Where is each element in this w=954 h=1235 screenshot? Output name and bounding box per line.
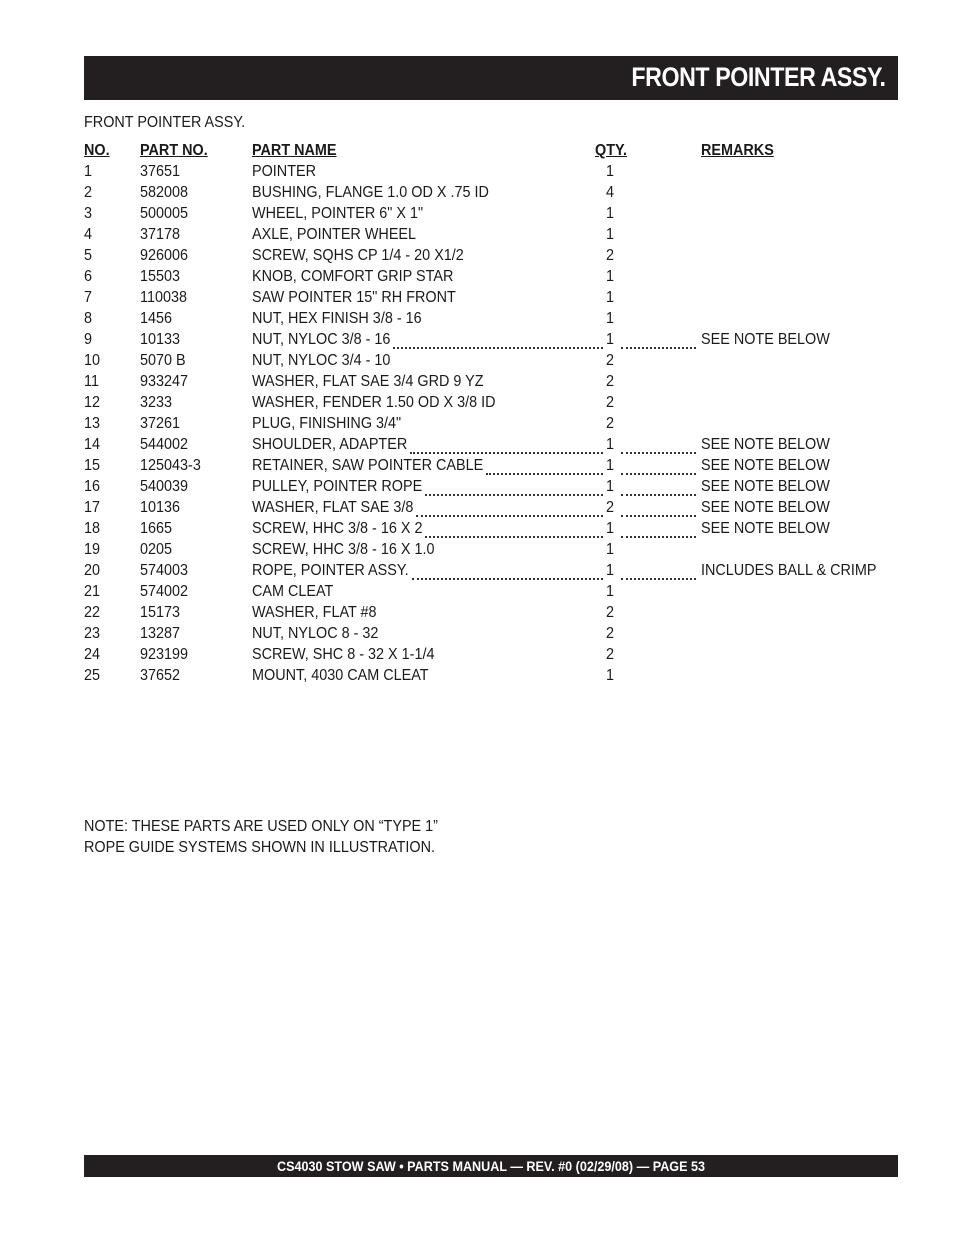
column-header-part-no: PART NO.	[140, 142, 208, 159]
item-number: 6	[84, 268, 93, 285]
table-row	[84, 644, 904, 665]
leader-dots	[486, 457, 603, 475]
part-number: 0205	[140, 541, 173, 558]
item-number: 12	[84, 394, 101, 411]
leader-dots	[621, 436, 696, 454]
quantity: 2	[606, 646, 615, 663]
remarks: SEE NOTE BELOW	[701, 436, 830, 453]
part-name: WASHER, FLAT #8	[252, 604, 377, 621]
part-name: BUSHING, FLANGE 1.0 OD X .75 ID	[252, 184, 489, 201]
leader-dots	[621, 520, 696, 538]
item-number: 21	[84, 583, 101, 600]
table-row	[84, 476, 904, 497]
part-name: WHEEL, POINTER 6" X 1"	[252, 205, 424, 222]
table-body	[84, 161, 904, 686]
quantity: 1	[606, 478, 615, 495]
table-row	[84, 182, 904, 203]
table-row	[84, 203, 904, 224]
part-name: SAW POINTER 15" RH FRONT	[252, 289, 456, 306]
item-number: 3	[84, 205, 93, 222]
table-row	[84, 371, 904, 392]
quantity: 1	[606, 205, 615, 222]
part-name: CAM CLEAT	[252, 583, 334, 600]
part-number: 15173	[140, 604, 181, 621]
part-number: 3233	[140, 394, 173, 411]
part-name: SCREW, SHC 8 - 32 X 1-1/4	[252, 646, 435, 663]
footer-bar	[84, 1155, 898, 1177]
part-name: RETAINER, SAW POINTER CABLE	[252, 457, 484, 474]
item-number: 13	[84, 415, 101, 432]
remarks: INCLUDES BALL & CRIMP	[701, 562, 877, 579]
leader-dots	[621, 478, 696, 496]
part-number: 540039	[140, 478, 189, 495]
quantity: 1	[606, 436, 615, 453]
part-number: 926006	[140, 247, 189, 264]
table-row	[84, 392, 904, 413]
quantity: 2	[606, 373, 615, 390]
part-number: 37261	[140, 415, 181, 432]
quantity: 1	[606, 289, 615, 306]
item-number: 17	[84, 499, 101, 516]
part-number: 110038	[140, 289, 187, 306]
quantity: 1	[606, 268, 615, 285]
table-row	[84, 224, 904, 245]
quantity: 2	[606, 604, 615, 621]
table-row	[84, 308, 904, 329]
part-number: 923199	[140, 646, 189, 663]
parts-table	[84, 140, 904, 686]
item-number: 2	[84, 184, 93, 201]
part-name: SCREW, SQHS CP 1/4 - 20 X1/2	[252, 247, 464, 264]
item-number: 18	[84, 520, 101, 537]
part-number: 125043-3	[140, 457, 201, 474]
part-number: 574003	[140, 562, 189, 579]
part-name: MOUNT, 4030 CAM CLEAT	[252, 667, 429, 684]
item-number: 9	[84, 331, 93, 348]
note-line: ROPE GUIDE SYSTEMS SHOWN IN ILLUSTRATION.	[84, 839, 435, 856]
part-name: WASHER, FENDER 1.50 OD X 3/8 ID	[252, 394, 496, 411]
quantity: 1	[606, 541, 615, 558]
part-number: 1456	[140, 310, 173, 327]
item-number: 4	[84, 226, 93, 243]
part-number: 37178	[140, 226, 181, 243]
part-name: POINTER	[252, 163, 317, 180]
section-subtitle: FRONT POINTER ASSY.	[84, 114, 246, 131]
item-number: 19	[84, 541, 101, 558]
part-number: 37651	[140, 163, 181, 180]
part-name: NUT, NYLOC 3/8 - 16	[252, 331, 391, 348]
part-number: 15503	[140, 268, 181, 285]
quantity: 2	[606, 415, 615, 432]
quantity: 1	[606, 331, 615, 348]
leader-dots	[416, 499, 603, 517]
part-number: 13287	[140, 625, 181, 642]
quantity: 1	[606, 562, 615, 579]
remarks: SEE NOTE BELOW	[701, 478, 830, 495]
table-row	[84, 413, 904, 434]
quantity: 2	[606, 352, 615, 369]
table-header-row	[84, 140, 904, 161]
column-header-no: NO.	[84, 142, 110, 159]
leader-dots	[393, 331, 603, 349]
quantity: 2	[606, 394, 615, 411]
item-number: 25	[84, 667, 101, 684]
part-number: 10133	[140, 331, 181, 348]
quantity: 1	[606, 310, 615, 327]
table-row	[84, 602, 904, 623]
table-row	[84, 623, 904, 644]
column-header-part-name: PART NAME	[252, 142, 337, 159]
part-name: WASHER, FLAT SAE 3/4 GRD 9 YZ	[252, 373, 484, 390]
page-title: FRONT POINTER ASSY.	[631, 62, 886, 92]
item-number: 23	[84, 625, 101, 642]
part-name: NUT, NYLOC 3/4 - 10	[252, 352, 391, 369]
note-block	[84, 816, 438, 858]
column-header-remarks: REMARKS	[701, 142, 774, 159]
item-number: 15	[84, 457, 101, 474]
part-number: 5070 B	[140, 352, 186, 369]
item-number: 14	[84, 436, 101, 453]
table-row	[84, 497, 904, 518]
quantity: 2	[606, 625, 615, 642]
item-number: 7	[84, 289, 93, 306]
leader-dots	[621, 562, 696, 580]
quantity: 1	[606, 163, 615, 180]
part-name: SCREW, HHC 3/8 - 16 X 2	[252, 520, 423, 537]
table-row	[84, 287, 904, 308]
table-row	[84, 434, 904, 455]
remarks: SEE NOTE BELOW	[701, 457, 830, 474]
footer-text: CS4030 STOW SAW • PARTS MANUAL — REV. #0 (02/29/08) — PAGE 53	[276, 1158, 706, 1174]
part-number: 574002	[140, 583, 189, 600]
item-number: 8	[84, 310, 93, 327]
item-number: 22	[84, 604, 101, 621]
remarks: SEE NOTE BELOW	[701, 520, 830, 537]
quantity: 4	[606, 184, 615, 201]
item-number: 10	[84, 352, 101, 369]
quantity: 2	[606, 247, 615, 264]
column-header-qty: QTY.	[595, 142, 628, 159]
part-name: PLUG, FINISHING 3/4"	[252, 415, 402, 432]
part-name: PULLEY, POINTER ROPE	[252, 478, 423, 495]
part-number: 933247	[140, 373, 189, 390]
leader-dots	[425, 520, 603, 538]
table-row	[84, 329, 904, 350]
table-row	[84, 581, 904, 602]
leader-dots	[410, 436, 603, 454]
remarks: SEE NOTE BELOW	[701, 499, 830, 516]
note-line: NOTE: THESE PARTS ARE USED ONLY ON “TYPE 1”	[84, 818, 438, 835]
part-name: WASHER, FLAT SAE 3/8	[252, 499, 414, 516]
table-row	[84, 245, 904, 266]
part-name: KNOB, COMFORT GRIP STAR	[252, 268, 454, 285]
part-name: NUT, NYLOC 8 - 32	[252, 625, 379, 642]
table-row	[84, 665, 904, 686]
item-number: 11	[84, 373, 99, 390]
part-name: SCREW, HHC 3/8 - 16 X 1.0	[252, 541, 435, 558]
table-row	[84, 455, 904, 476]
part-name: NUT, HEX FINISH 3/8 - 16	[252, 310, 422, 327]
leader-dots	[412, 562, 603, 580]
remarks: SEE NOTE BELOW	[701, 331, 830, 348]
part-number: 1665	[140, 520, 173, 537]
table-row	[84, 161, 904, 182]
quantity: 1	[606, 667, 615, 684]
table-row	[84, 350, 904, 371]
item-number: 16	[84, 478, 101, 495]
item-number: 20	[84, 562, 101, 579]
part-number: 10136	[140, 499, 181, 516]
item-number: 5	[84, 247, 93, 264]
header-bar	[84, 56, 898, 100]
leader-dots	[425, 478, 603, 496]
table-row	[84, 539, 904, 560]
table-row	[84, 560, 904, 581]
item-number: 1	[84, 163, 93, 180]
part-name: AXLE, POINTER WHEEL	[252, 226, 417, 243]
quantity: 1	[606, 226, 615, 243]
table-row	[84, 266, 904, 287]
part-name: SHOULDER, ADAPTER	[252, 436, 408, 453]
table-row	[84, 518, 904, 539]
part-number: 37652	[140, 667, 181, 684]
leader-dots	[621, 499, 696, 517]
part-number: 500005	[140, 205, 189, 222]
quantity: 1	[606, 457, 615, 474]
leader-dots	[621, 457, 696, 475]
quantity: 1	[606, 520, 615, 537]
leader-dots	[621, 331, 696, 349]
part-number: 582008	[140, 184, 189, 201]
quantity: 2	[606, 499, 615, 516]
quantity: 1	[606, 583, 615, 600]
part-number: 544002	[140, 436, 189, 453]
item-number: 24	[84, 646, 101, 663]
part-name: ROPE, POINTER ASSY.	[252, 562, 409, 579]
